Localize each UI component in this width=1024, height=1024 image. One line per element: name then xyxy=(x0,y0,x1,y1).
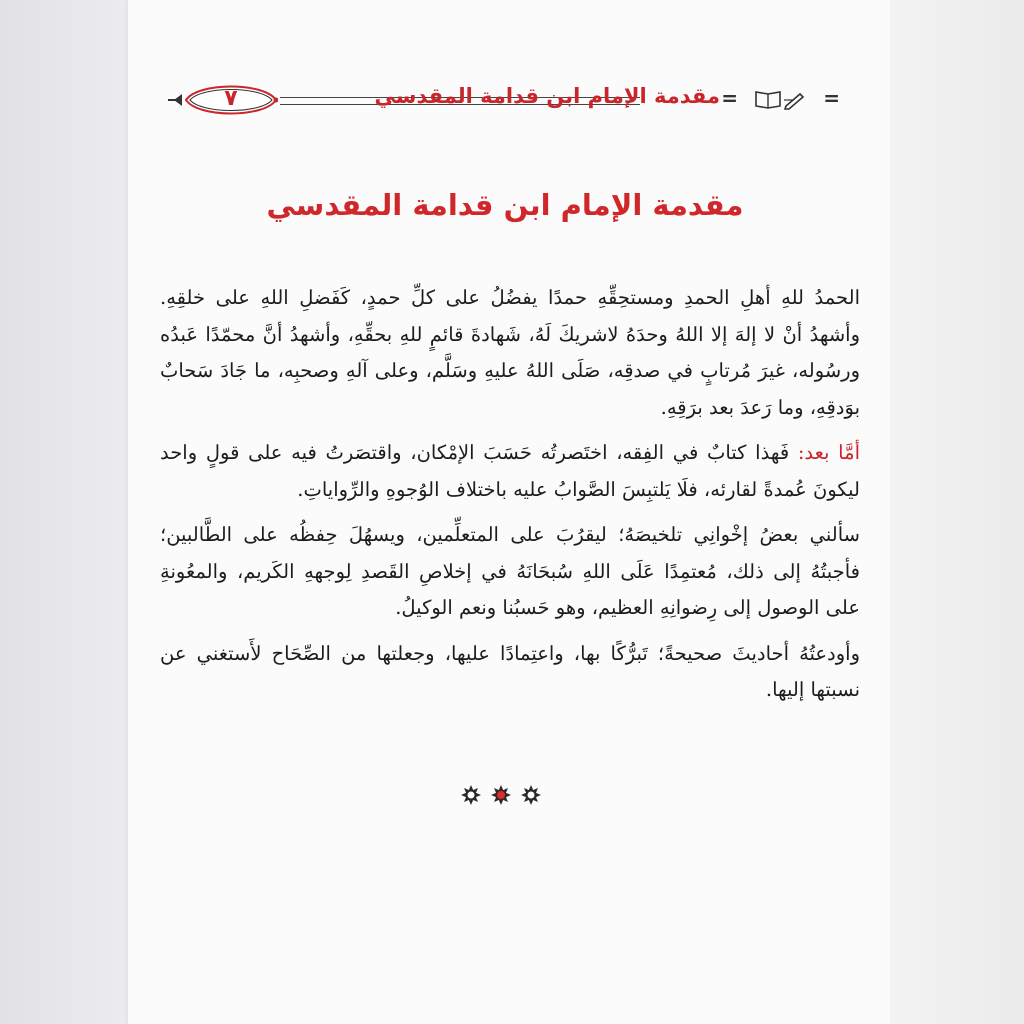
binding-gutter xyxy=(0,0,128,1024)
paragraph-3 xyxy=(160,517,860,627)
section-ornament xyxy=(458,784,544,806)
book-icon xyxy=(756,92,780,108)
pen-icon xyxy=(784,94,803,109)
star-ornament-icon xyxy=(461,785,481,805)
header-separator-outer: = xyxy=(823,86,840,110)
header-separator: = xyxy=(721,86,738,110)
page-edge xyxy=(890,0,1024,1024)
body-text xyxy=(160,280,860,718)
paragraph-1 xyxy=(160,280,860,426)
paragraph-text: فَهذا كتابٌ في الفِقه، اختَصرتُه حَسَبَ الإمْكان، واقتصَرتُ فيه على قولٍ واحد ليكونَ عُمدةً لقارئه، فلَا يَلتبِسَ الصَّوابُ عليه باختلاف الوُجوهِ والرِّواياتِ. xyxy=(160,441,860,501)
paragraph-2 xyxy=(160,435,860,508)
paragraph-text: وأودعتُهُ أحاديثَ صحيحةً؛ تَبرُّكًا بها، واعتِمادًا عليها، وجعلتها من الصِّحَاح لأَستغني عن نسبتها إليها. xyxy=(160,641,860,701)
running-header-title: مقدمة الإمام ابن قدامة المقدسي xyxy=(374,84,720,108)
chapter-title: مقدمة الإمام ابن قدامة المقدسي xyxy=(266,188,744,222)
star-ornament-icon xyxy=(491,785,511,805)
paragraph-lead: أمَّا بعد: xyxy=(797,441,860,464)
running-header xyxy=(160,78,840,122)
page-number-badge xyxy=(168,78,278,122)
header-icons xyxy=(750,88,810,110)
paragraph-4 xyxy=(160,636,860,709)
paragraph-text: سألني بعضُ إخْوانِي تلخيصَهُ؛ ليقرُبَ على المتعلِّمين، ويسهُلَ حِفظُه على الطَّالبين؛ فأجبتُهُ إلى ذلك، مُعتمِدًا عَلَى اللهِ سُبحَانَهُ في إخلاصِ القَصدِ لِوجههِ الكَريم، والمعُونةِ على الوصول إلى رِضوانِهِ العظيم، وهو حَسبُنا ونعم الوكيلُ. xyxy=(160,523,860,619)
star-ornament-icon xyxy=(521,785,541,805)
page-number: ٧ xyxy=(224,86,238,111)
paragraph-text: الحمدُ للهِ أهلِ الحمدِ ومستحِقِّهِ حمدًا يفضُلُ على كلِّ حمدٍ، كَفَضلِ اللهِ على خلقِهِ. وأشهدُ أنْ لا إلهَ إلا اللهُ وحدَهُ لاشريكَ لَهُ، شَهادةَ قائمٍ للهِ بحقِّهِ، وأشهدُ أنَّ محمّدًا عَبدُه ورسُوله، غيرَ مُرتابٍ في صدقِه، صَلَى اللهُ عليهِ وسَلَّم، وعلى آلهِ وصحبِه، ما جَادَ سَحابٌ بوَدقِهِ، وما رَعدَ بعد برَقِهِ. xyxy=(160,286,860,419)
